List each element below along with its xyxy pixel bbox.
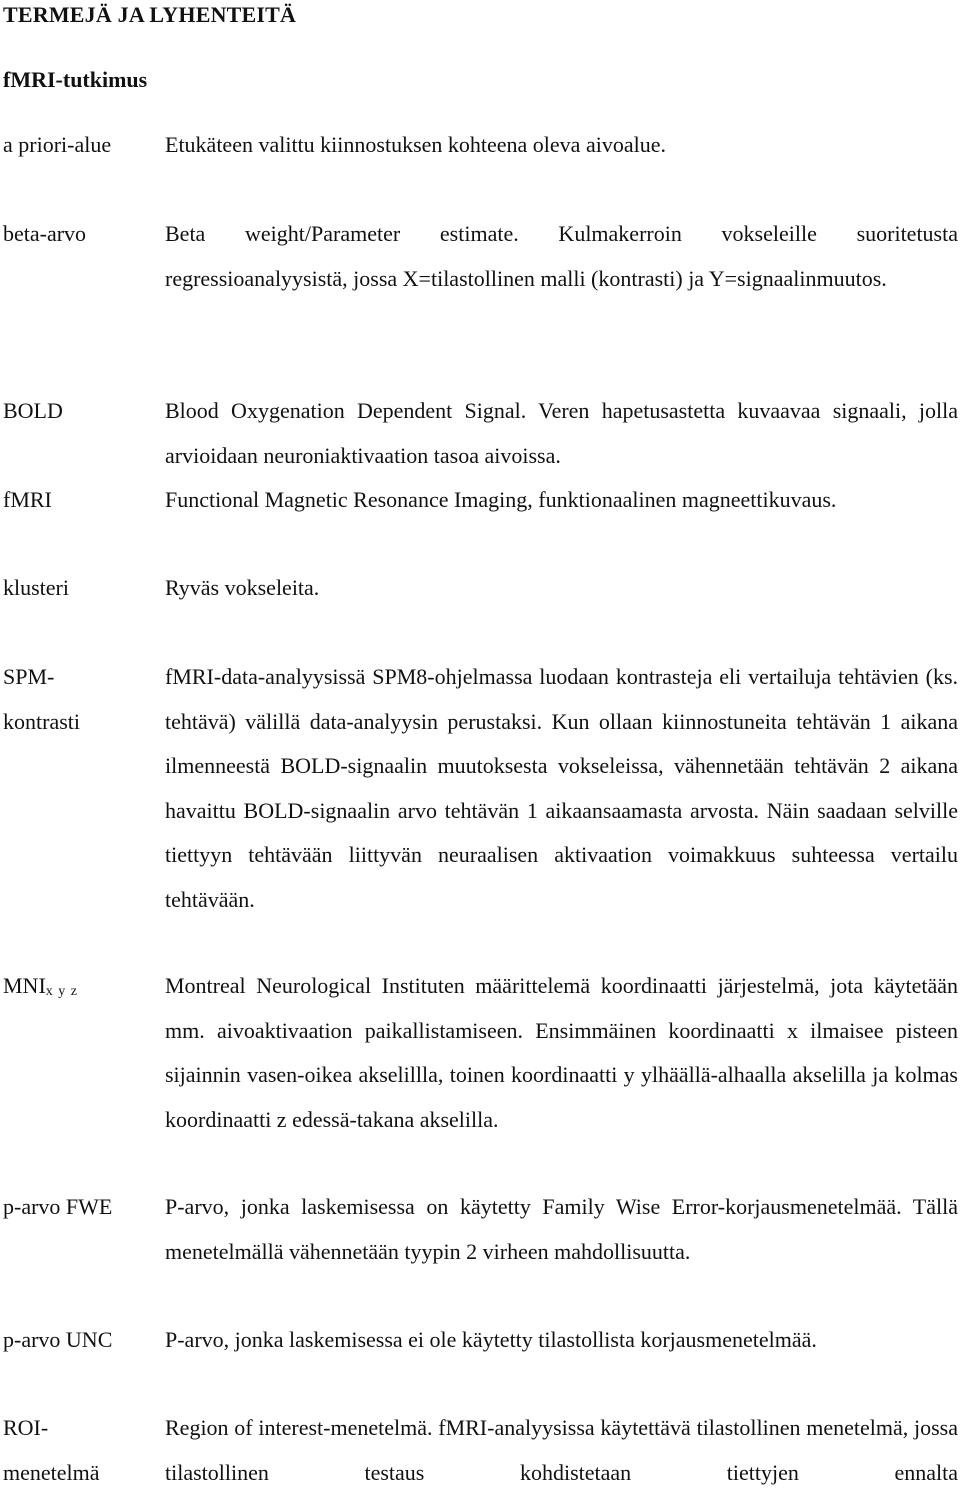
- term-mni-subscript: x y z: [46, 984, 78, 999]
- term-a-priori: a priori-alue: [3, 123, 111, 168]
- definition-mni: Montreal Neurological Instituten määrittelemä koordinaatti järjestelmä, jota käytetään mm. aivoaktivaation paikallistamiseen. Ensimmäinen koordinaatti x ilmaisee pisteen sijainnin vasen-oikea akselillla, toinen koordinaatti y ylhäällä-alhaalla akselilla ja kolmas koordinaatti z edessä-takana akselilla.: [165, 964, 958, 1142]
- term-spm-kontrasti: [3, 655, 80, 744]
- definition-bold: Blood Oxygenation Dependent Signal. Veren hapetusastetta kuvaavaa signaali, jolla arvioidaan neuroniaktivaation tasoa aivoissa.: [165, 389, 958, 478]
- definition-a-priori: Etukäteen valittu kiinnostuksen kohteena oleva aivoalue.: [165, 123, 958, 168]
- term-mni: [3, 964, 78, 1015]
- term-beta-arvo: beta-arvo: [3, 212, 86, 257]
- term-p-arvo-fwe: p-arvo FWE: [3, 1185, 112, 1230]
- term-p-arvo-unc: p-arvo UNC: [3, 1318, 112, 1363]
- term-roi-line1: ROI-: [3, 1406, 100, 1451]
- section-heading: fMRI-tutkimus: [3, 65, 147, 95]
- term-roi-menetelma: [3, 1406, 100, 1495]
- definition-spm-kontrasti: fMRI-data-analyysissä SPM8-ohjelmassa luodaan kontrasteja eli vertailuja tehtävien (ks. tehtävä) välillä data-analyysin perustaksi. Kun ollaan kiinnostuneita tehtävän 1 aikana ilmenneestä BOLD-signaalin muutoksesta vokseleissa, vähennetään tehtävän 2 aikana havaittu BOLD-signaalin arvo tehtävän 1 aikaansaamasta arvosta. Näin saadaan selville tiettyyn tehtävään liittyvän neuraalisen aktivaation voimakkuus suhteessa vertailu tehtävään.: [165, 655, 958, 922]
- term-klusteri: klusteri: [3, 566, 69, 611]
- definition-klusteri: Ryväs vokseleita.: [165, 566, 958, 611]
- definition-p-arvo-fwe: P-arvo, jonka laskemisessa on käytetty Family Wise Error-korjausmenetelmää. Tällä menetelmällä vähennetään tyypin 2 virheen mahdollisuutta.: [165, 1185, 958, 1274]
- term-mni-main: MNI: [3, 973, 46, 998]
- term-fmri: fMRI: [3, 478, 52, 523]
- definition-roi-menetelma: Region of interest-menetelmä. fMRI-analyysissa käytettävä tilastollinen menetelmä, jossa tilastollinen testaus kohdistetaan tiettyjen ennalta: [165, 1406, 958, 1495]
- page-heading: TERMEJÄ JA LYHENTEITÄ: [3, 0, 296, 30]
- term-spm-line2: kontrasti: [3, 700, 80, 745]
- term-bold: BOLD: [3, 389, 63, 434]
- term-spm-line1: SPM-: [3, 655, 80, 700]
- definition-beta-arvo: Beta weight/Parameter estimate. Kulmakerroin vokseleille suoritetusta regressioanalyysistä, jossa X=tilastollinen malli (kontrasti) ja Y=signaalinmuutos.: [165, 212, 958, 301]
- term-roi-line2: menetelmä: [3, 1451, 100, 1495]
- definition-fmri: Functional Magnetic Resonance Imaging, funktionaalinen magneettikuvaus.: [165, 478, 958, 523]
- definition-p-arvo-unc: P-arvo, jonka laskemisessa ei ole käytetty tilastollista korjausmenetelmää.: [165, 1318, 958, 1363]
